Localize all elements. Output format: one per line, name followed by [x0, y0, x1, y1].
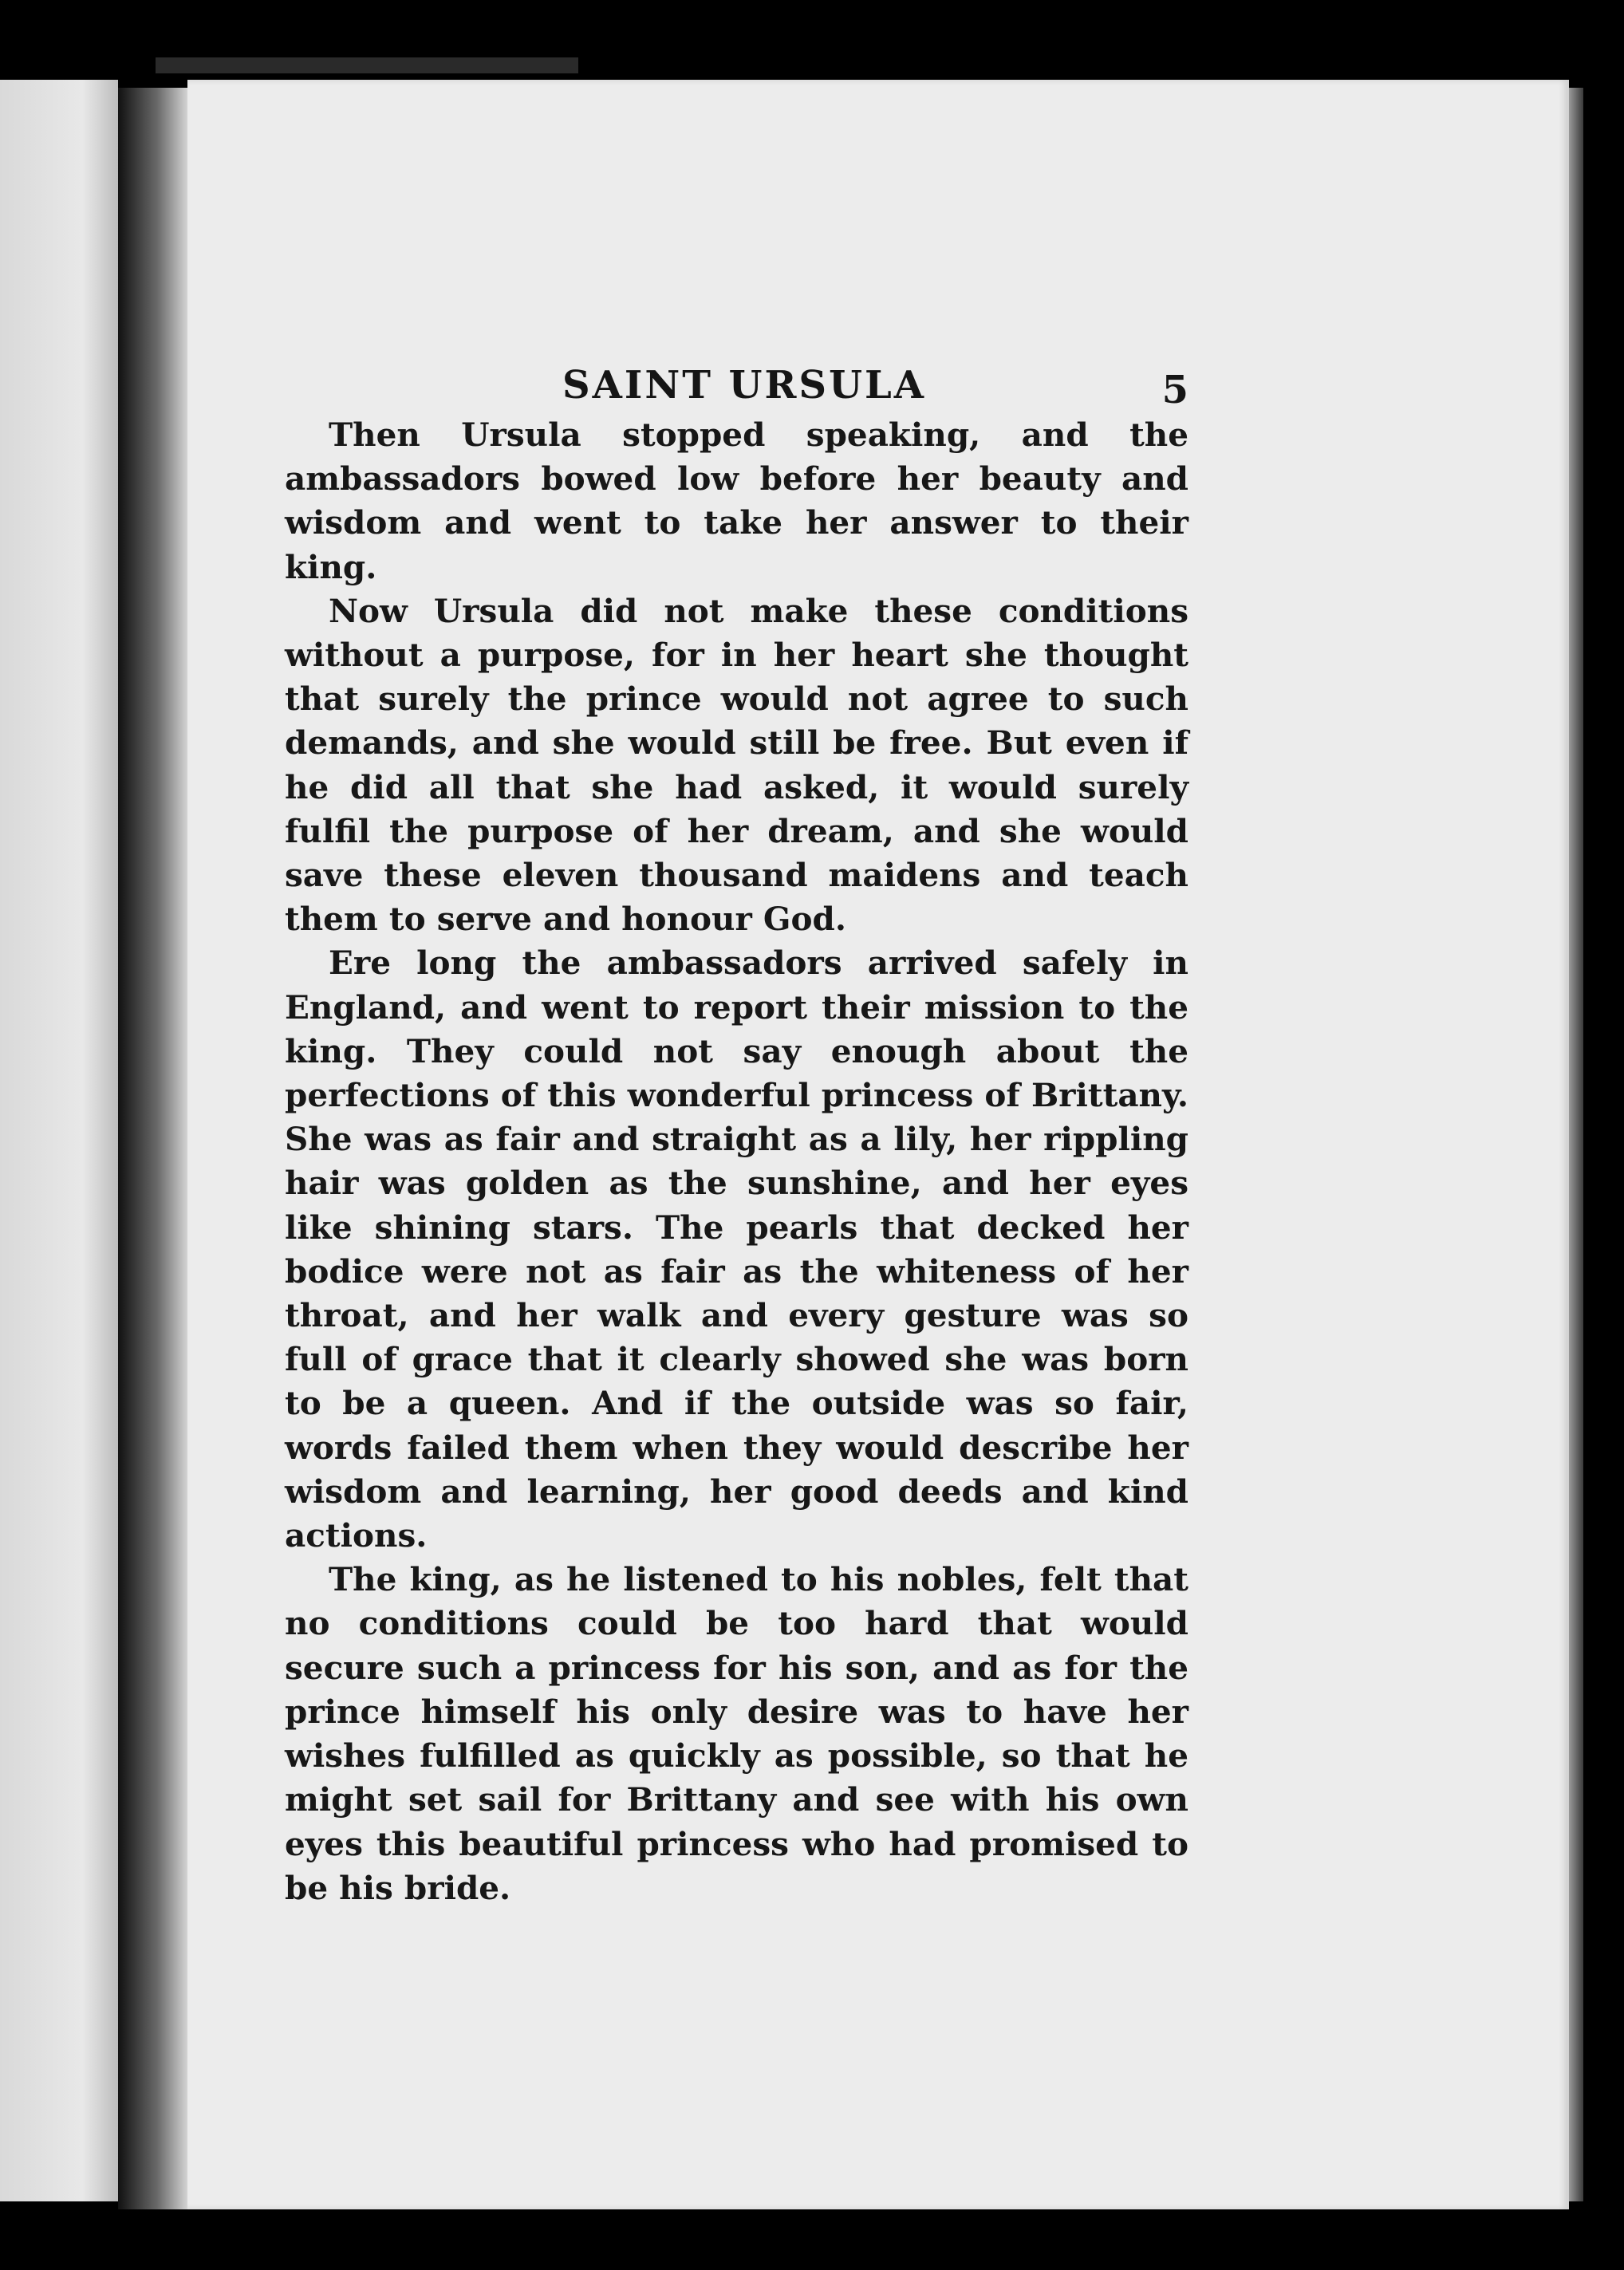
paragraph: The king, as he listened to his nobles, felt that no conditions could be too hard that would secure such a princess for his son, and as for the prince himself his only desire was to have her wishes fulfilled as quickly as possible, so that he might set sail for Brittany and see with his own eyes this beautiful princess who had promised to be his bride.	[285, 1560, 1188, 1907]
paragraph: Ere long the ambassadors arrived safely in England, and went to report their mission to the king. They could not say enough about the perfections of this wonderful princess of Brittany. She was as fair and straight as a lily, her rippling hair was golden as the sunshine, and her eyes like shining stars. The pearls that decked her bodice were not as fair as the whiteness of her throat, and her walk and every gesture was so full of grace that it clearly showed she was born to be a queen. And if the outside was so fair, words failed them when they would describe her wisdom and learning, her good deeds and kind actions.	[285, 944, 1188, 1555]
page-right-edge	[1569, 88, 1583, 2201]
paragraph: Now Ursula did not make these conditions without a purpose, for in her heart she thought that surely the prince would not agree to such demands, and she would still be free. But even if he did all that she had asked, it would surely fulfil the purpose of her dream, and she would save these eleven thousand maidens and teach them to serve and honour God.	[285, 591, 1188, 939]
running-title: SAINT URSULA	[562, 363, 926, 408]
page-number: 5	[1161, 368, 1188, 412]
scanner-edge	[156, 57, 578, 73]
paragraph: Then Ursula stopped speaking, and the ambassadors bowed low before her beauty and wisdom and went to take her answer to their king.	[285, 416, 1188, 586]
book-gutter-shadow	[118, 88, 190, 2209]
page-header	[287, 363, 1188, 411]
facing-page-edge	[0, 80, 118, 2201]
body-text	[285, 413, 1188, 1910]
